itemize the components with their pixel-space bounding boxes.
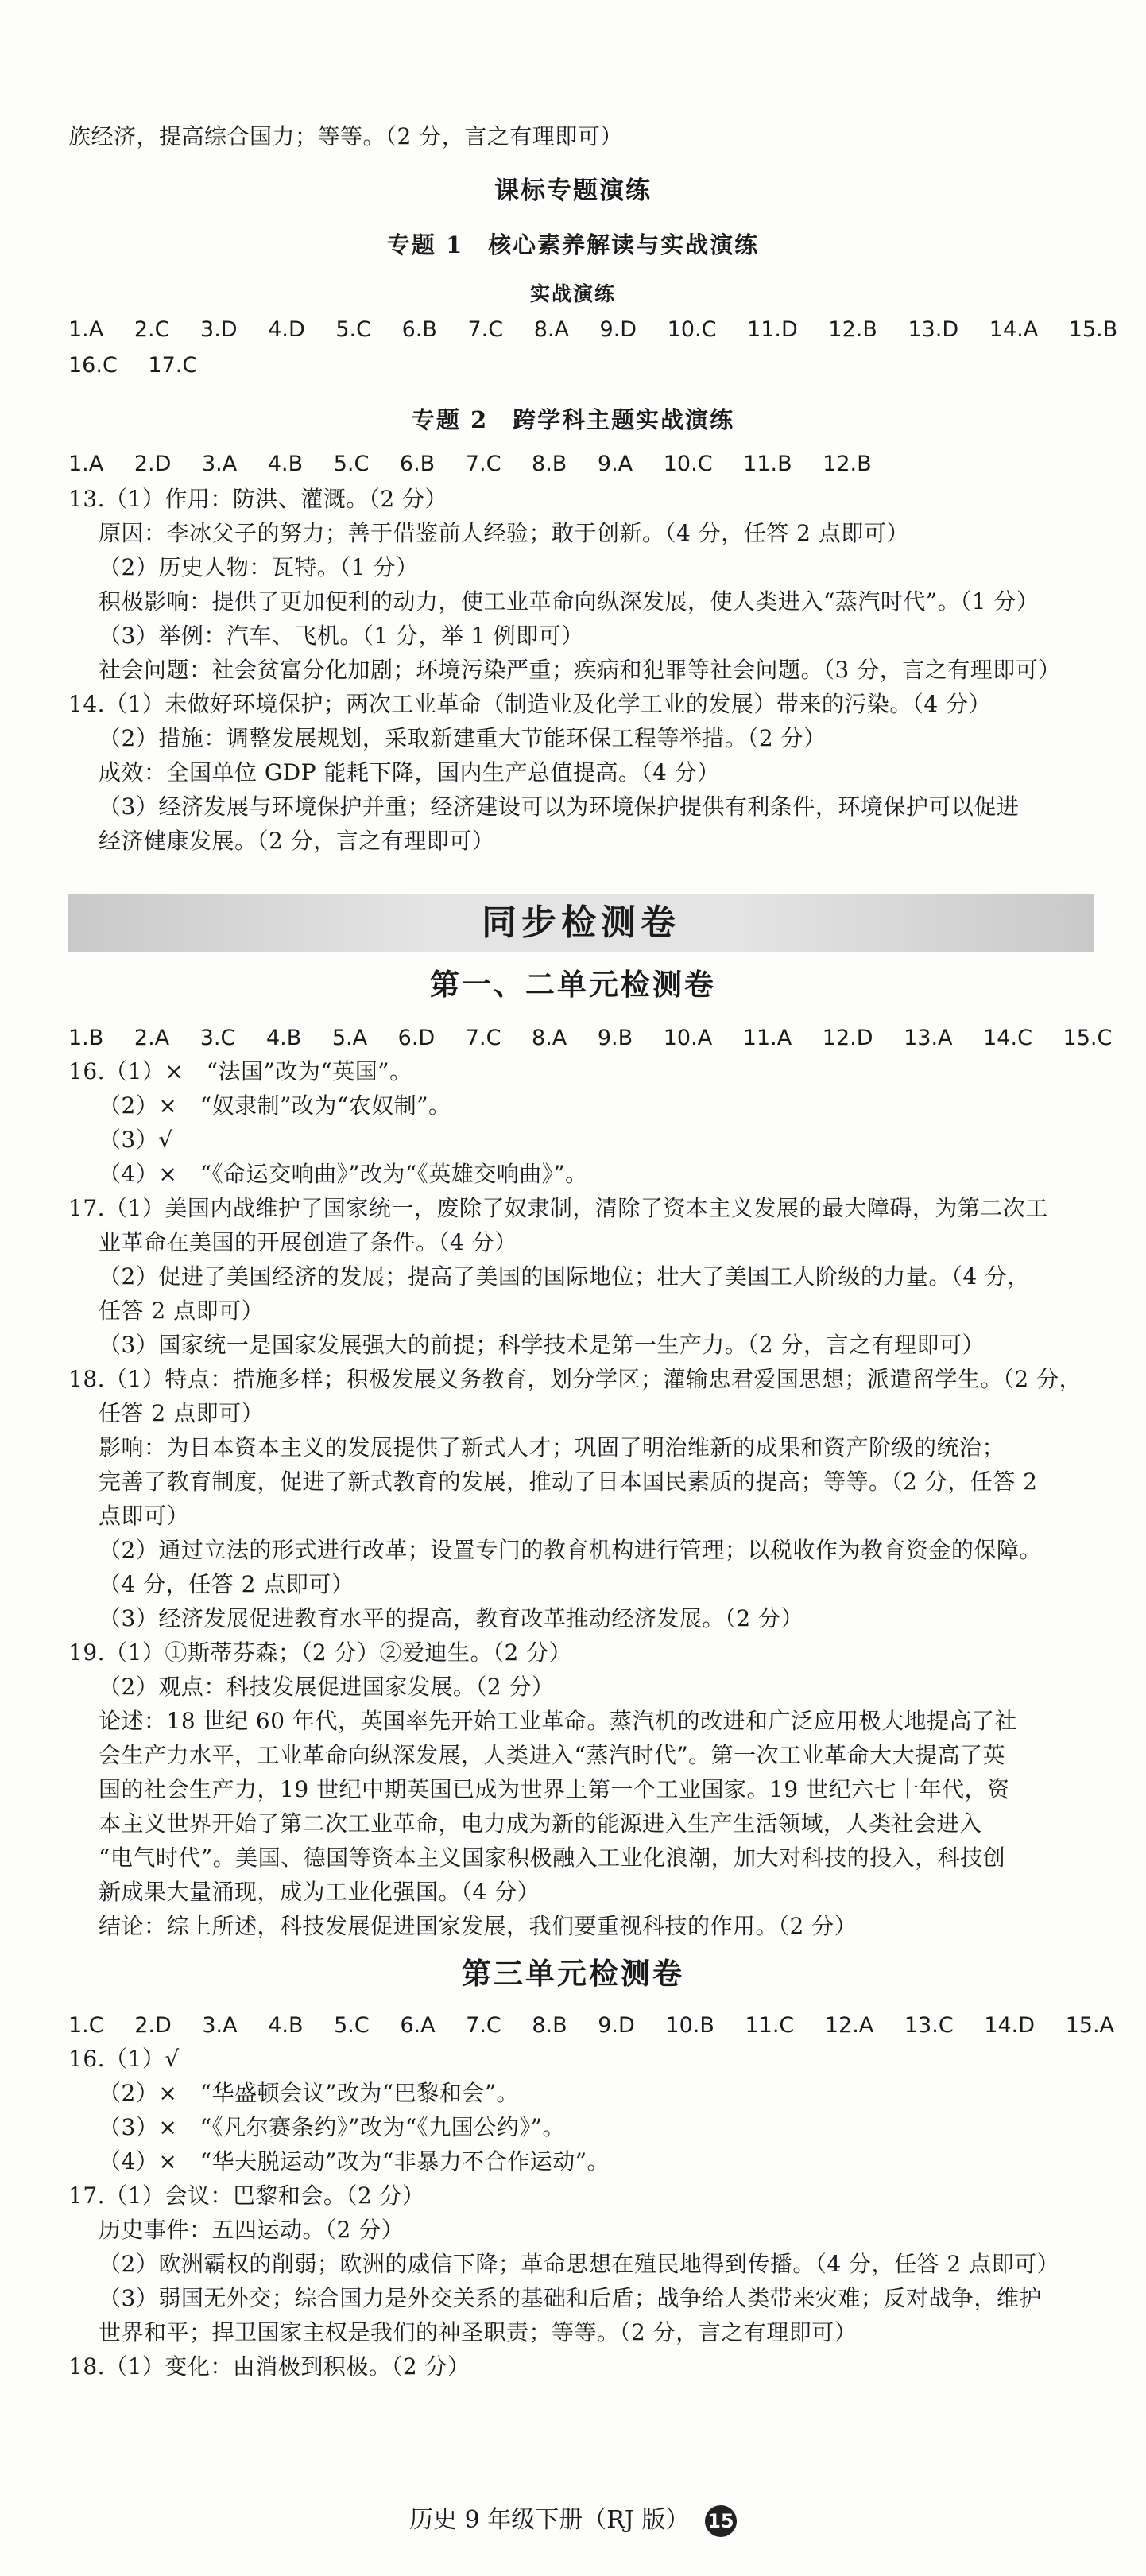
answer-line: （3）经济发展与环境保护并重；经济建设可以为环境保护提供有利条件，环境保护可以促进 bbox=[99, 793, 1020, 820]
answer-line: 结论：综上所述，科技发展促进国家发展，我们要重视科技的作用。（2 分） bbox=[99, 1913, 858, 1939]
answer: 7.C bbox=[465, 1026, 501, 1050]
answer-line: 任答 2 点即可） bbox=[99, 1400, 265, 1426]
answer: 12.D bbox=[822, 1026, 873, 1050]
answer: 14.C bbox=[983, 1026, 1032, 1050]
topic1-answers bbox=[68, 314, 1118, 346]
page-number-badge: 15 bbox=[705, 2505, 737, 2537]
answer: 12.A bbox=[824, 2013, 874, 2038]
answer-line: （3）国家统一是国家发展强大的前提；科学技术是第一生产力。（2 分，言之有理即可） bbox=[99, 1332, 985, 1358]
answer: 15.B bbox=[1068, 317, 1118, 342]
answer: 4.B bbox=[268, 2013, 304, 2038]
answer-line: 世界和平；捍卫国家主权是我们的神圣职责；等等。（2 分，言之有理即可） bbox=[99, 2319, 858, 2345]
answer-line: （2）观点：科技发展促进国家发展。（2 分） bbox=[99, 1674, 555, 1700]
answer: 14.D bbox=[984, 2013, 1035, 2038]
answer: 9.B bbox=[597, 1026, 633, 1050]
topic1-subtitle: 实战演练 bbox=[529, 282, 616, 305]
answer: 8.B bbox=[532, 452, 567, 476]
answer: 13.D bbox=[908, 317, 959, 342]
answer-line: （2）措施：调整发展规划，采取新建重大节能环保工程等举措。（2 分） bbox=[99, 725, 827, 751]
answer: 6.B bbox=[401, 317, 437, 342]
answer: 7.C bbox=[465, 452, 501, 476]
answer: 3.C bbox=[199, 1026, 236, 1050]
answer-line: （4）× “华夫脱运动”改为“非暴力不合作运动”。 bbox=[99, 2148, 610, 2174]
answer-line: （2）× “奴隶制”改为“农奴制”。 bbox=[99, 1092, 451, 1119]
answer: 9.D bbox=[599, 317, 637, 342]
answer: 10.A bbox=[663, 1026, 713, 1050]
answer-line: 积极影响：提供了更加便利的动力，使工业革命向纵深发展，使人类进入“蒸汽时代”。（1 分） bbox=[99, 588, 1040, 615]
answer-line: （2）通过立法的形式进行改革；设置专门的教育机构进行管理；以税收作为教育资金的保障。 bbox=[99, 1537, 1042, 1563]
answer-line: 16.（1）√ bbox=[68, 2046, 180, 2072]
answer-line: （3）弱国无外交；综合国力是外交关系的基础和后盾；战争给人类带来灾难；反对战争，维护 bbox=[99, 2285, 1042, 2311]
answer: 10.B bbox=[665, 2013, 714, 2038]
answer: 2.A bbox=[134, 1026, 170, 1050]
answer-line: （3）经济发展促进教育水平的提高，教育改革推动经济发展。（2 分） bbox=[99, 1605, 804, 1631]
answer-line: 13.（1）作用：防洪、灌溉。（2 分） bbox=[68, 486, 448, 512]
intro-line: 族经济，提高综合国力；等等。（2 分，言之有理即可） bbox=[68, 123, 623, 149]
answer: 10.C bbox=[667, 317, 717, 342]
answer: 11.C bbox=[745, 2013, 795, 2038]
answer-line: 社会问题：社会贫富分化加剧；环境污染严重；疾病和犯罪等社会问题。（3 分，言之有理即可） bbox=[99, 657, 1061, 683]
topic1-answers-row2 bbox=[68, 350, 1094, 382]
answer-line: 国的社会生产力，19 世纪中期英国已成为世界上第一个工业国家。19 世纪六七十年代，资 bbox=[99, 1776, 1010, 1802]
answer-line: 完善了教育制度，促进了新式教育的发展，推动了日本国民素质的提高；等等。（2 分，任答 2 bbox=[99, 1468, 1038, 1495]
topic2-answers bbox=[68, 448, 1094, 480]
answer: 12.B bbox=[828, 317, 877, 342]
answer: 1.A bbox=[68, 317, 104, 342]
answer-line: （3）√ bbox=[99, 1127, 173, 1153]
answer: 13.A bbox=[904, 1026, 953, 1050]
answer-line: 18.（1）特点：措施多样；积极发展义务教育，划分学区；灌输忠君爱国思想；派遣留学生。（2 分， bbox=[68, 1366, 1082, 1392]
answer-line: （2）促进了美国经济的发展；提高了美国的国际地位；壮大了美国工人阶级的力量。（4 分， bbox=[99, 1263, 1031, 1290]
answer: 10.C bbox=[663, 452, 713, 476]
answer: 4.B bbox=[267, 452, 304, 476]
topic2-title: 专题 2 跨学科主题实战演练 bbox=[411, 406, 735, 433]
answer-line: （2）历史人物：瓦特。（1 分） bbox=[99, 554, 419, 580]
answer: 11.D bbox=[747, 317, 798, 342]
answer-line: 14.（1）未做好环境保护；两次工业革命（制造业及化学工业的发展）带来的污染。（4 分） bbox=[68, 691, 992, 717]
answer: 17.C bbox=[148, 353, 198, 378]
answer: 8.B bbox=[532, 2013, 567, 2038]
answer: 8.A bbox=[532, 1026, 567, 1050]
answer: 14.A bbox=[989, 317, 1039, 342]
answer: 1.A bbox=[68, 452, 104, 476]
answer: 5.C bbox=[333, 452, 370, 476]
answer-line: “电气时代”。美国、德国等资本主义国家积极融入工业化浪潮，加大对科技的投入，科技创 bbox=[99, 1845, 1006, 1871]
answer: 15.C bbox=[1063, 1026, 1113, 1050]
answer: 5.C bbox=[334, 2013, 370, 2038]
answer-line: 会生产力水平，工业革命向纵深发展，人类进入“蒸汽时代”。第一次工业革命大大提高了英 bbox=[99, 1742, 1006, 1768]
answer: 1.C bbox=[68, 2013, 104, 2038]
banner-title: 同步检测卷 bbox=[482, 902, 680, 943]
answer: 3.A bbox=[202, 2013, 238, 2038]
answer: 5.A bbox=[331, 1026, 368, 1050]
answer: 4.D bbox=[268, 317, 305, 342]
unit12-title: 第一、二单元检测卷 bbox=[430, 967, 716, 1002]
answer: 6.D bbox=[397, 1026, 436, 1050]
answer: 15.A bbox=[1065, 2013, 1115, 2038]
answer: 11.A bbox=[742, 1026, 792, 1050]
footer-text: 历史 9 年级下册（RJ 版） bbox=[409, 2506, 690, 2534]
answer-line: （3）× “《凡尔赛条约》”改为“《九国公约》”。 bbox=[99, 2114, 566, 2140]
answer-line: 新成果大量涌现，成为工业化强国。（4 分） bbox=[99, 1879, 540, 1905]
answer-line: 影响：为日本资本主义的发展提供了新式人才；巩固了明治维新的成果和资产阶级的统治； bbox=[99, 1434, 1005, 1461]
answer: 4.B bbox=[265, 1026, 302, 1050]
section-banner bbox=[68, 894, 1094, 952]
answer-line: 原因：李冰父子的努力；善于借鉴前人经验；敢于创新。（4 分，任答 2 点即可） bbox=[99, 520, 909, 546]
answer: 9.A bbox=[597, 452, 633, 476]
answer-line: 论述：18 世纪 60 年代，英国率先开始工业革命。蒸汽机的改进和广泛应用极大地提高了社 bbox=[99, 1708, 1017, 1734]
answer-line: 19.（1）①斯蒂芬森；（2 分）②爱迪生。（2 分） bbox=[68, 1639, 572, 1666]
answer: 7.C bbox=[466, 2013, 501, 2038]
answer-line: （4）× “《命运交响曲》”改为“《英雄交响曲》”。 bbox=[99, 1161, 588, 1187]
answer-line: （2）× “华盛顿会议”改为“巴黎和会”。 bbox=[99, 2080, 520, 2106]
unit3-answers bbox=[68, 2010, 1115, 2042]
answer-line: 18.（1）变化：由消极到积极。（2 分） bbox=[68, 2353, 470, 2380]
answer: 12.B bbox=[823, 452, 872, 476]
answer-line: 本主义世界开始了第二次工业革命，电力成为新的能源进入生产生活领域，人类社会进入 bbox=[99, 1810, 982, 1837]
answer: 1.B bbox=[68, 1026, 104, 1050]
topic1-title: 专题 1 核心素养解读与实战演练 bbox=[386, 231, 760, 258]
answer: 13.C bbox=[904, 2013, 954, 2038]
answer: 3.D bbox=[200, 317, 238, 342]
section-title-kebiao: 课标专题演练 bbox=[494, 177, 652, 205]
answer: 2.D bbox=[134, 452, 172, 476]
answer: 2.D bbox=[134, 2013, 172, 2038]
answer-line: 17.（1）美国内战维护了国家统一，废除了奴隶制，清除了资本主义发展的最大障碍，为第二次工 bbox=[68, 1195, 1048, 1221]
answer-line: 任答 2 点即可） bbox=[99, 1298, 265, 1324]
answer: 16.C bbox=[68, 353, 118, 378]
answer-line: （3）举例：汽车、飞机。（1 分，举 1 例即可） bbox=[99, 623, 584, 649]
answer-line: （4 分，任答 2 点即可） bbox=[99, 1571, 354, 1597]
answer-line: 点即可） bbox=[99, 1503, 190, 1529]
answer: 7.C bbox=[467, 317, 504, 342]
answer-line: 业革命在美国的开展创造了条件。（4 分） bbox=[99, 1229, 517, 1255]
answer-line: 历史事件：五四运动。（2 分） bbox=[99, 2217, 405, 2243]
answer: 6.A bbox=[400, 2013, 436, 2038]
answer: 11.B bbox=[743, 452, 792, 476]
answer: 2.C bbox=[134, 317, 170, 342]
answer: 6.B bbox=[399, 452, 436, 476]
answer-line: 成效：全国单位 GDP 能耗下降，国内生产总值提高。（4 分） bbox=[99, 759, 720, 786]
unit12-answers bbox=[68, 1022, 1113, 1054]
answer-line: 16.（1）× “法国”改为“英国”。 bbox=[68, 1058, 412, 1084]
answer: 3.A bbox=[201, 452, 238, 476]
page-footer bbox=[0, 2503, 1146, 2538]
answer: 5.C bbox=[335, 317, 371, 342]
answer: 8.A bbox=[533, 317, 569, 342]
answer-line: 经济健康发展。（2 分，言之有理即可） bbox=[99, 828, 495, 854]
answer-line: （2）欧洲霸权的削弱；欧洲的威信下降；革命思想在殖民地得到传播。（4 分，任答 2 点即可） bbox=[99, 2251, 1060, 2277]
answer: 9.D bbox=[598, 2013, 635, 2038]
answer-line: 17.（1）会议：巴黎和会。（2 分） bbox=[68, 2182, 425, 2209]
unit3-title: 第三单元检测卷 bbox=[462, 1956, 684, 1991]
